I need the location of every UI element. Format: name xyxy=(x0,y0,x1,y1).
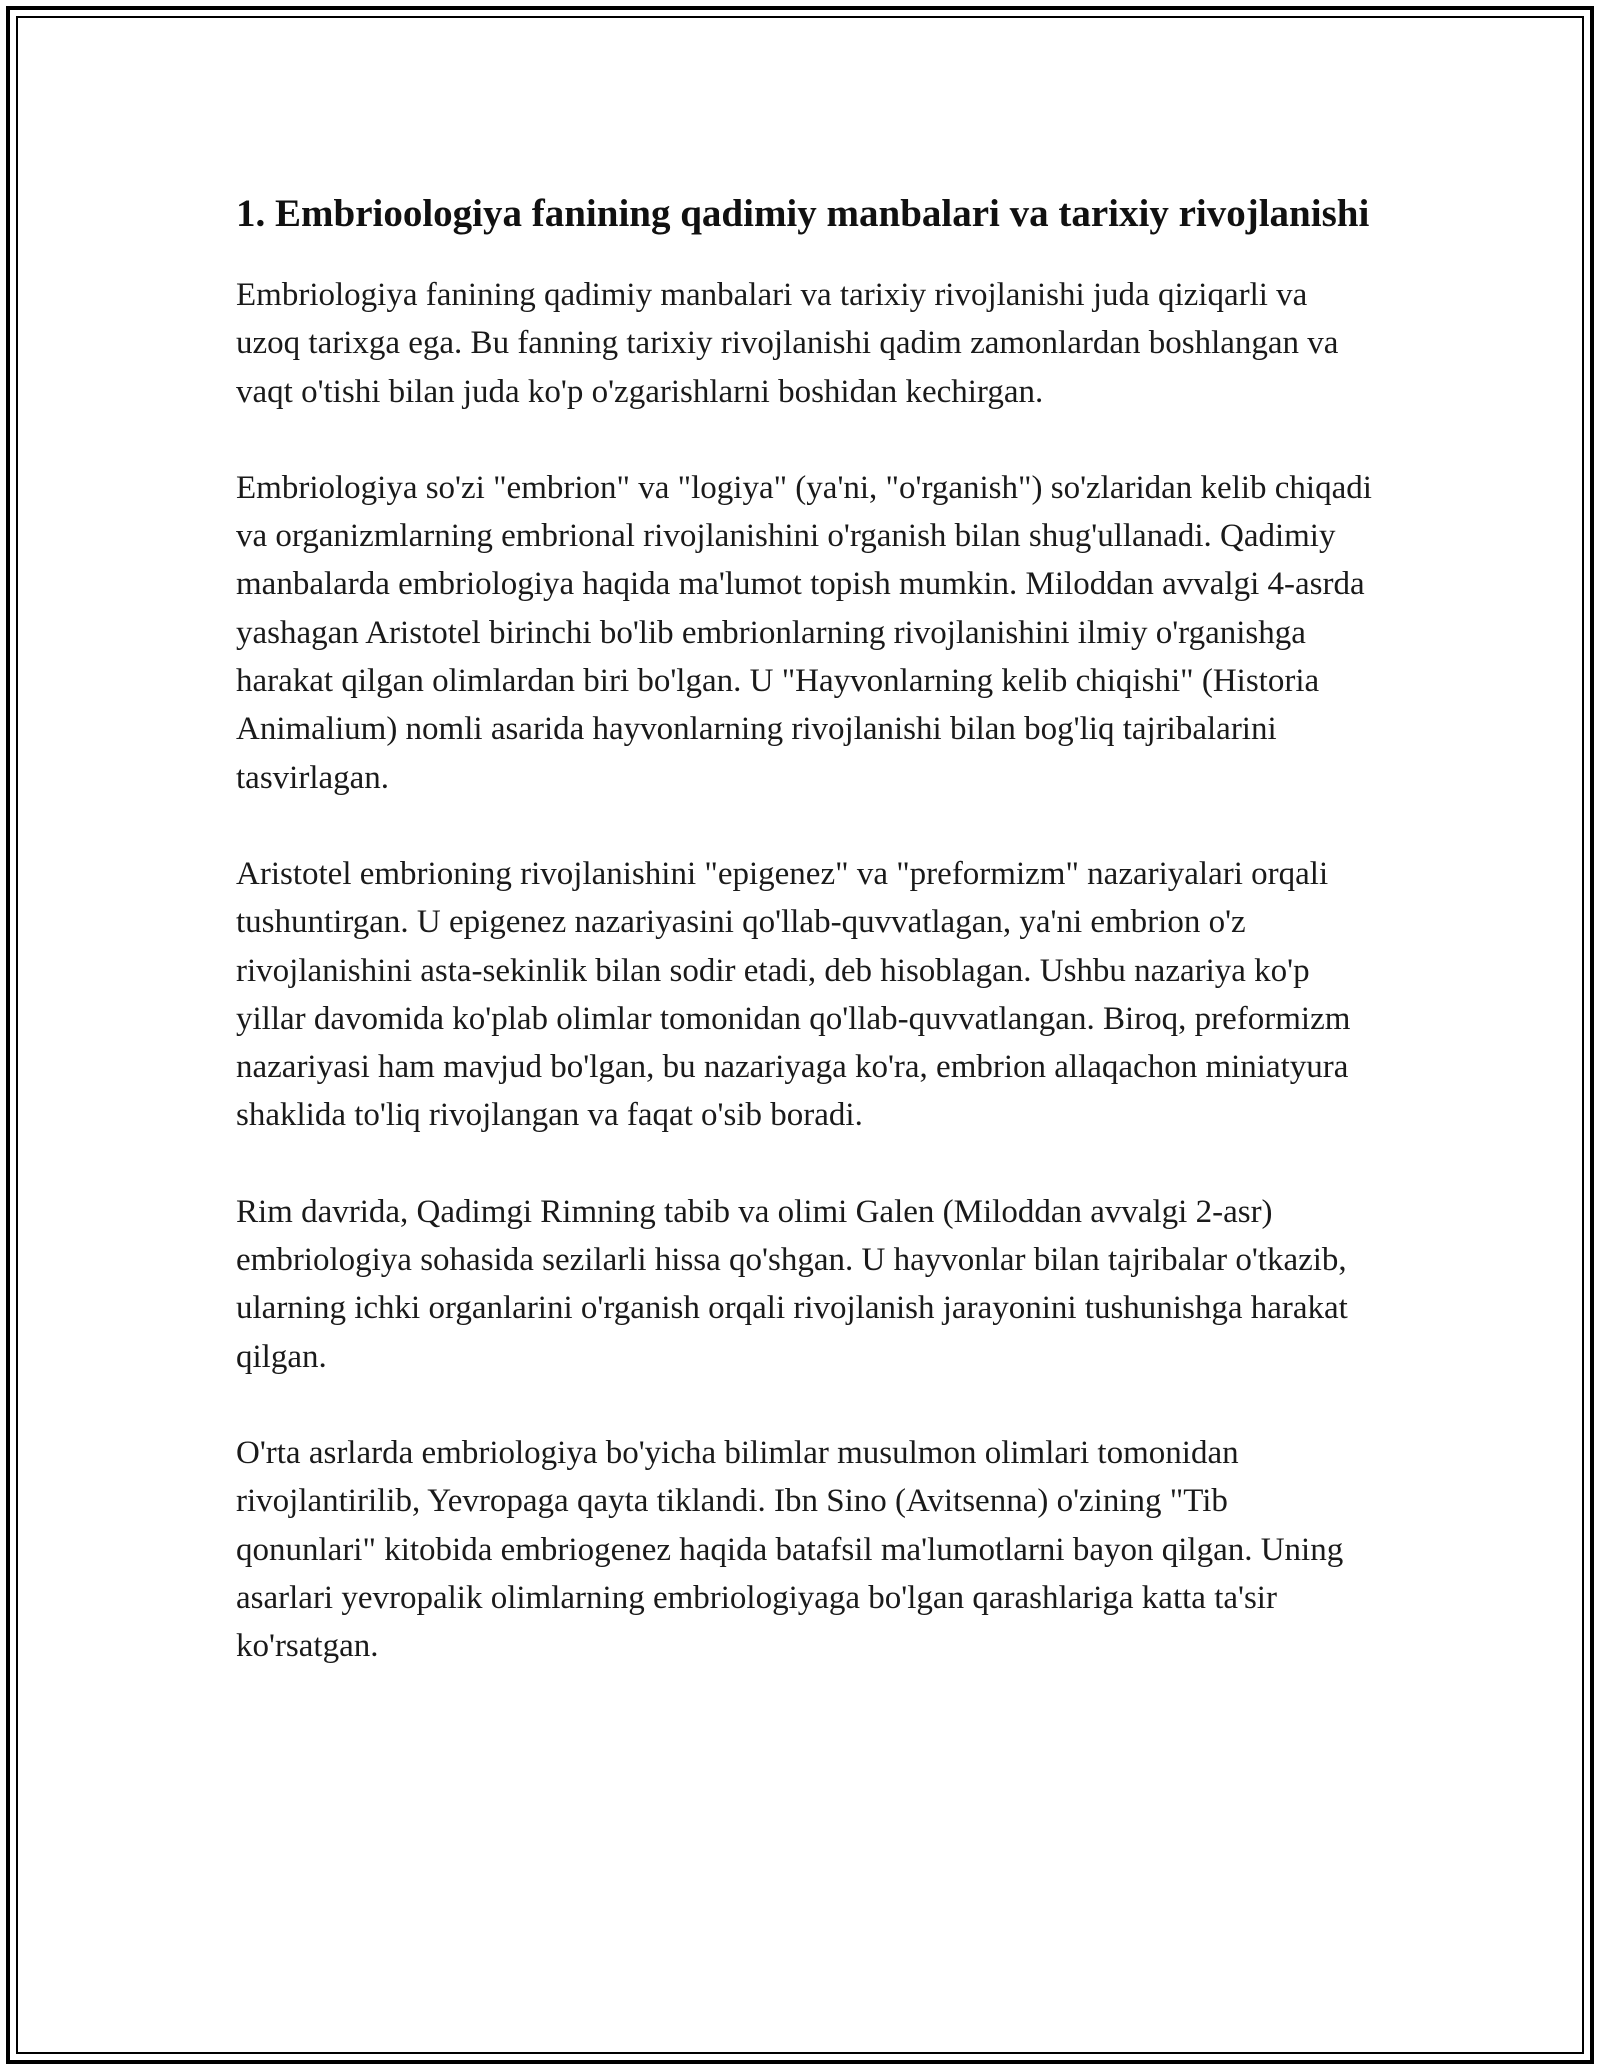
document-body xyxy=(236,186,1376,1718)
paragraph-theories: Aristotel embrioning rivojlanishini "epigenez" va "preformizm" nazariyalari orqali tushuntirgan. U epigenez nazariyasini qo'llab-quvvatlagan, ya'ni embrion o'z rivojlanishini asta-sekinlik bilan sodir etadi, deb hisoblagan. Ushbu nazariya ko'p yillar davomida ko'plab olimlar tomonidan qo'llab-quvvatlangan. Biroq, preformizm nazariyasi ham mavjud bo'lgan, bu nazariyaga ko'ra, embrion allaqachon miniatyura shaklida to'liq rivojlangan va faqat o'sib boradi. xyxy=(236,855,1351,1134)
paragraph-galen: Rim davrida, Qadimgi Rimning tabib va olimi Galen (Miloddan avvalgi 2-asr) embriologiya sohasida sezilarli hissa qo'shgan. U hayvonlar bilan tajribalar o'tkazib, ularning ichki organlarini o'rganish orqali rivojlanish jarayonini tushunishga harakat qilgan. xyxy=(236,1193,1348,1375)
paragraph-aristotle: Embriologiya so'zi "embrion" va "logiya" (ya'ni, "o'rganish") so'zlaridan kelib chiqadi va organizmlarning embrional rivojlanishini o'rganish bilan shug'ullanadi. Qadimiy manbalarda embriologiya haqida ma'lumot topish mumkin. Miloddan avvalgi 4-asrda yashagan Aristotel birinchi bo'lib embrionlarning rivojlanishini ilmiy o'rganishga harakat qilgan olimlardan biri bo'lgan. U "Hayvonlarning kelib chiqishi" (Historia Animalium) nomli asarida hayvonlarning rivojlanishi bilan bog'liq tajribalarini tasvirlagan. xyxy=(236,469,1372,796)
section-heading: 1. Embrioologiya fanining qadimiy manbalari va tarixiy rivojlanishi xyxy=(236,192,1370,235)
paragraph-intro: Embriologiya fanining qadimiy manbalari va tarixiy rivojlanishi juda qiziqarli va uzoq tarixga ega. Bu fanning tarixiy rivojlanishi qadim zamonlardan boshlangan va vaqt o'tishi bilan juda ko'p o'zgarishlarni boshidan kechirgan. xyxy=(236,277,1339,410)
paragraph-middle-ages: O'rta asrlarda embriologiya bo'yicha bilimlar musulmon olimlari tomonidan rivojlantirilib, Yevropaga qayta tiklandi. Ibn Sino (Avitsenna) o'zining "Tib qonunlari" kitobida embriogenez haqida batafsil ma'lumotlarni bayon qilgan. Uning asarlari yevropalik olimlarning embriologiyaga bo'lgan qarashlariga katta ta'sir ko'rsatgan. xyxy=(236,1434,1344,1665)
